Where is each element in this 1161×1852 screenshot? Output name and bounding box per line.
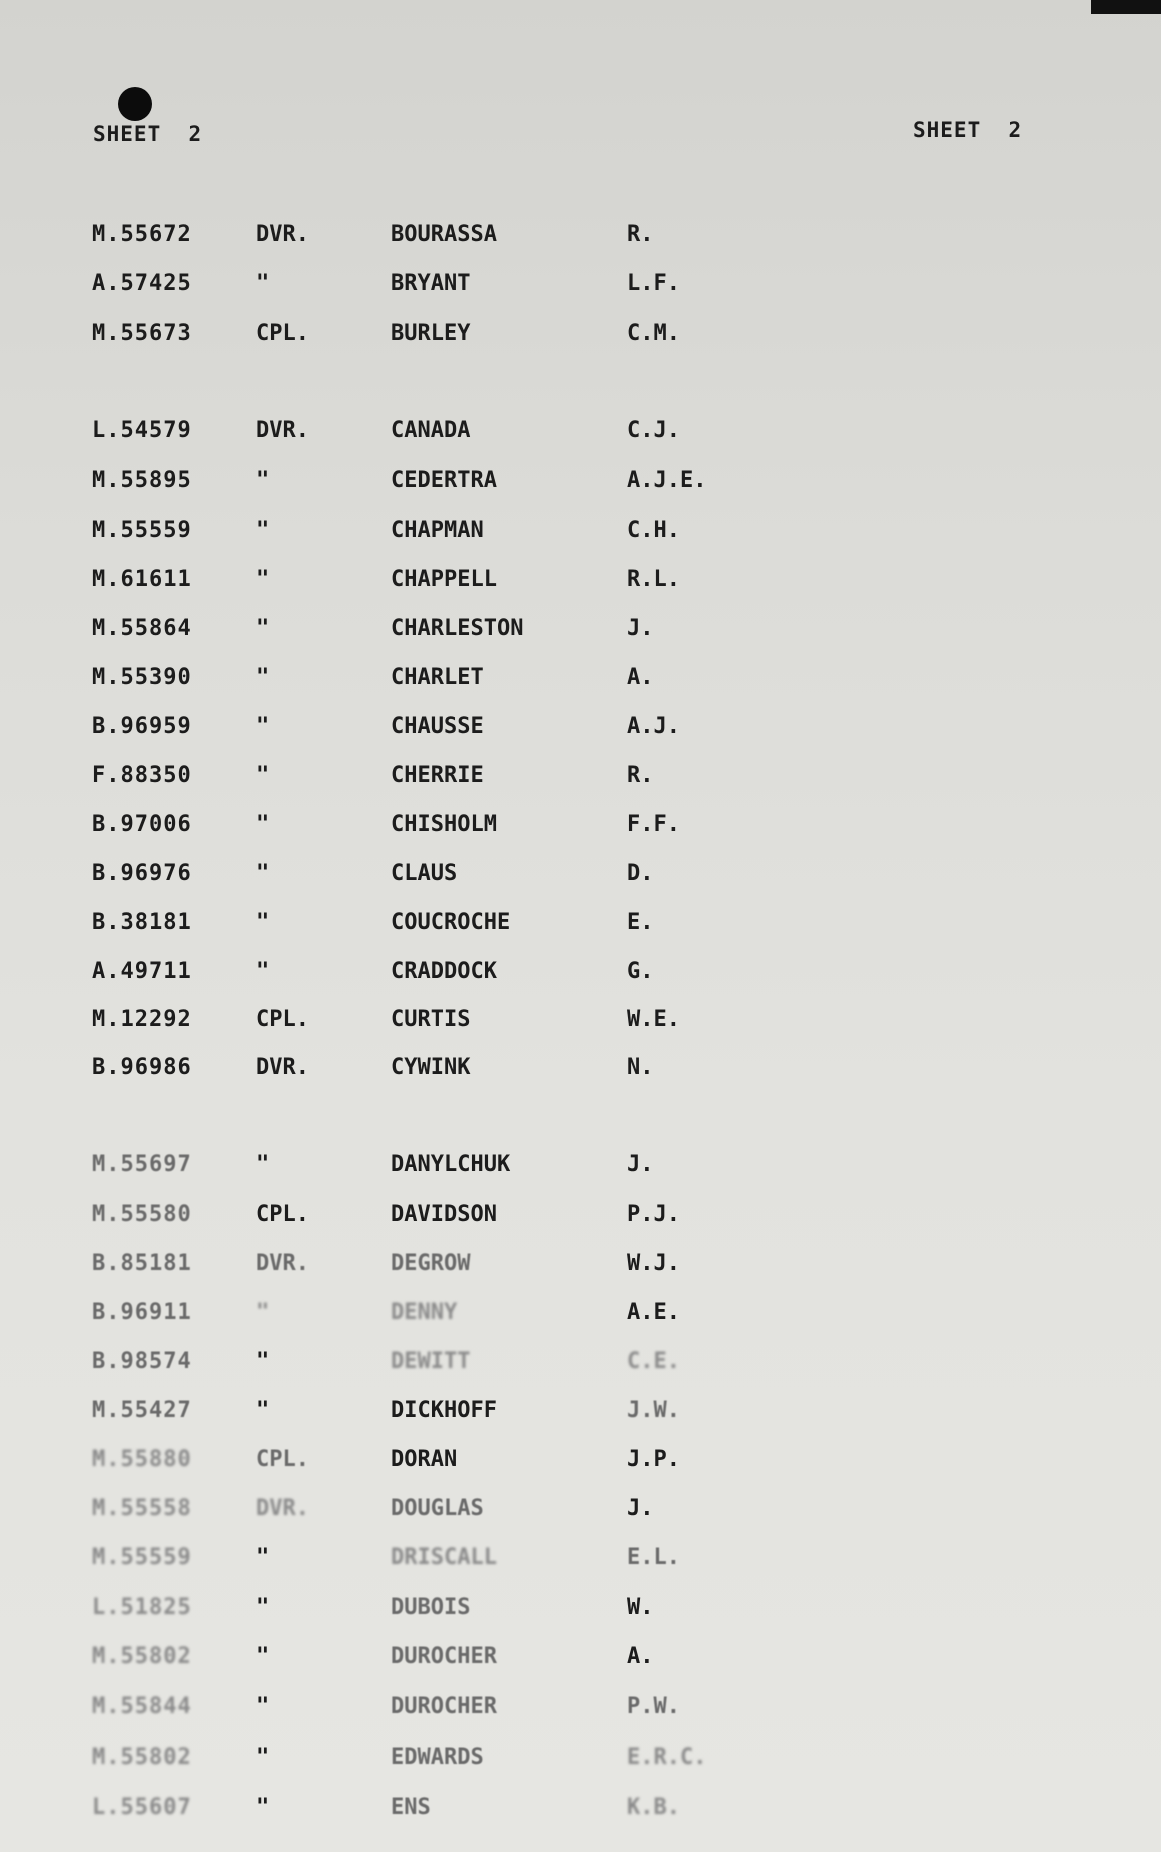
list-item <box>0 616 1161 652</box>
surname: CHAPPELL <box>391 567 497 592</box>
rank: DVR. <box>256 1496 309 1521</box>
initials: W. <box>627 1595 654 1620</box>
surname: DAVIDSON <box>391 1202 497 1227</box>
list-item <box>0 1795 1161 1831</box>
list-item <box>0 1007 1161 1043</box>
initials: J.W. <box>627 1398 680 1423</box>
list-item <box>0 1447 1161 1483</box>
rank: " <box>256 1745 270 1770</box>
rank: " <box>256 271 270 296</box>
service-number: L.54579 <box>92 418 192 443</box>
initials: W.J. <box>627 1251 680 1276</box>
surname: BRYANT <box>391 271 471 296</box>
initials: W.E. <box>627 1007 680 1032</box>
rank: " <box>256 468 270 493</box>
surname: DRISCALL <box>391 1545 497 1570</box>
surname: CRADDOCK <box>391 959 497 984</box>
service-number: M.55864 <box>92 616 192 641</box>
service-number: F.88350 <box>92 763 192 788</box>
list-item <box>0 714 1161 750</box>
surname: CHARLESTON <box>391 616 524 641</box>
initials: A.J. <box>627 714 680 739</box>
initials: P.W. <box>627 1694 680 1719</box>
list-item <box>0 1496 1161 1532</box>
surname: DUROCHER <box>391 1644 497 1669</box>
initials: J. <box>627 1496 654 1521</box>
rank: " <box>256 665 270 690</box>
service-number: M.55559 <box>92 1545 192 1570</box>
service-number: L.51825 <box>92 1595 192 1620</box>
service-number: M.55673 <box>92 321 192 346</box>
list-item <box>0 1745 1161 1781</box>
surname: DICKHOFF <box>391 1398 497 1423</box>
surname: COUCROCHE <box>391 910 511 935</box>
service-number: M.55559 <box>92 518 192 543</box>
surname: CHISHOLM <box>391 812 497 837</box>
surname: BURLEY <box>391 321 471 346</box>
list-item <box>0 1545 1161 1581</box>
surname: CHAPMAN <box>391 518 484 543</box>
surname: EDWARDS <box>391 1745 484 1770</box>
surname: CHARLET <box>391 665 484 690</box>
initials: A. <box>627 665 654 690</box>
service-number: B.85181 <box>92 1251 192 1276</box>
list-item <box>0 1349 1161 1385</box>
service-number: M.55802 <box>92 1644 192 1669</box>
initials: A.J.E. <box>627 468 707 493</box>
surname: CLAUS <box>391 861 458 886</box>
initials: N. <box>627 1055 654 1080</box>
service-number: M.55558 <box>92 1496 192 1521</box>
surname: CHERRIE <box>391 763 484 788</box>
service-number: M.55672 <box>92 222 192 247</box>
list-item <box>0 665 1161 701</box>
list-item <box>0 1644 1161 1680</box>
rank: " <box>256 1398 270 1423</box>
rank: " <box>256 1795 270 1820</box>
surname: DUROCHER <box>391 1694 497 1719</box>
list-item <box>0 1694 1161 1730</box>
rank: " <box>256 763 270 788</box>
initials: G. <box>627 959 654 984</box>
initials: E.R.C. <box>627 1745 707 1770</box>
service-number: M.61611 <box>92 567 192 592</box>
list-item <box>0 567 1161 603</box>
surname: CEDERTRA <box>391 468 497 493</box>
service-number: B.96959 <box>92 714 192 739</box>
service-number: M.55697 <box>92 1152 192 1177</box>
list-item <box>0 763 1161 799</box>
list-item <box>0 1251 1161 1287</box>
initials: C.M. <box>627 321 680 346</box>
list-item <box>0 1398 1161 1434</box>
surname: CURTIS <box>391 1007 471 1032</box>
surname: DEGROW <box>391 1251 471 1276</box>
list-item <box>0 1595 1161 1631</box>
service-number: M.55390 <box>92 665 192 690</box>
initials: E. <box>627 910 654 935</box>
surname: DOUGLAS <box>391 1496 484 1521</box>
list-item <box>0 1300 1161 1336</box>
list-item <box>0 418 1161 454</box>
service-number: M.55580 <box>92 1202 192 1227</box>
service-number: M.55895 <box>92 468 192 493</box>
initials: J. <box>627 1152 654 1177</box>
rank: CPL. <box>256 1447 309 1472</box>
list-item <box>0 518 1161 554</box>
surname: CYWINK <box>391 1055 471 1080</box>
service-number: B.97006 <box>92 812 192 837</box>
list-item <box>0 1152 1161 1188</box>
rank: CPL. <box>256 1007 309 1032</box>
initials: R. <box>627 763 654 788</box>
surname: CANADA <box>391 418 471 443</box>
service-number: L.55607 <box>92 1795 192 1820</box>
list-item <box>0 468 1161 504</box>
initials: C.E. <box>627 1349 680 1374</box>
service-number: M.55802 <box>92 1745 192 1770</box>
list-item <box>0 861 1161 897</box>
service-number: A.57425 <box>92 271 192 296</box>
list-item <box>0 812 1161 848</box>
rank: " <box>256 616 270 641</box>
initials: R. <box>627 222 654 247</box>
rank: DVR. <box>256 1251 309 1276</box>
list-item <box>0 1202 1161 1238</box>
rank: DVR. <box>256 222 309 247</box>
initials: A.E. <box>627 1300 680 1325</box>
initials: E.L. <box>627 1545 680 1570</box>
rank: " <box>256 1545 270 1570</box>
service-number: B.98574 <box>92 1349 192 1374</box>
service-number: M.12292 <box>92 1007 192 1032</box>
initials: L.F. <box>627 271 680 296</box>
rank: " <box>256 1644 270 1669</box>
rank: " <box>256 812 270 837</box>
service-number: M.55427 <box>92 1398 192 1423</box>
list-item <box>0 271 1161 307</box>
rank: DVR. <box>256 418 309 443</box>
service-number: A.49711 <box>92 959 192 984</box>
initials: F.F. <box>627 812 680 837</box>
list-item <box>0 1055 1161 1091</box>
rank: DVR. <box>256 1055 309 1080</box>
rank: " <box>256 1349 270 1374</box>
surname: DORAN <box>391 1447 458 1472</box>
initials: D. <box>627 861 654 886</box>
list-item <box>0 321 1161 357</box>
surname: DUBOIS <box>391 1595 471 1620</box>
sheet-label-left: SHEET 2 <box>93 122 203 146</box>
surname: BOURASSA <box>391 222 497 247</box>
list-item <box>0 910 1161 946</box>
service-number: B.96911 <box>92 1300 192 1325</box>
initials: A. <box>627 1644 654 1669</box>
service-number: B.96986 <box>92 1055 192 1080</box>
list-item <box>0 959 1161 995</box>
service-number: B.38181 <box>92 910 192 935</box>
rank: CPL. <box>256 321 309 346</box>
initials: P.J. <box>627 1202 680 1227</box>
initials: C.J. <box>627 418 680 443</box>
initials: J. <box>627 616 654 641</box>
rank: CPL. <box>256 1202 309 1227</box>
service-number: B.96976 <box>92 861 192 886</box>
rank: " <box>256 518 270 543</box>
rank: " <box>256 1694 270 1719</box>
service-number: M.55880 <box>92 1447 192 1472</box>
initials: J.P. <box>627 1447 680 1472</box>
rank: " <box>256 1152 270 1177</box>
sheet-label-right: SHEET 2 <box>913 118 1023 142</box>
initials: K.B. <box>627 1795 680 1820</box>
rank: " <box>256 910 270 935</box>
list-item <box>0 222 1161 258</box>
surname: CHAUSSE <box>391 714 484 739</box>
surname: DANYLCHUK <box>391 1152 511 1177</box>
surname: DEWITT <box>391 1349 471 1374</box>
rank: " <box>256 714 270 739</box>
rank: " <box>256 1595 270 1620</box>
initials: C.H. <box>627 518 680 543</box>
rank: " <box>256 959 270 984</box>
initials: R.L. <box>627 567 680 592</box>
service-number: M.55844 <box>92 1694 192 1719</box>
rank: " <box>256 567 270 592</box>
rank: " <box>256 861 270 886</box>
surname: DENNY <box>391 1300 458 1325</box>
surname: ENS <box>391 1795 431 1820</box>
rank: " <box>256 1300 270 1325</box>
